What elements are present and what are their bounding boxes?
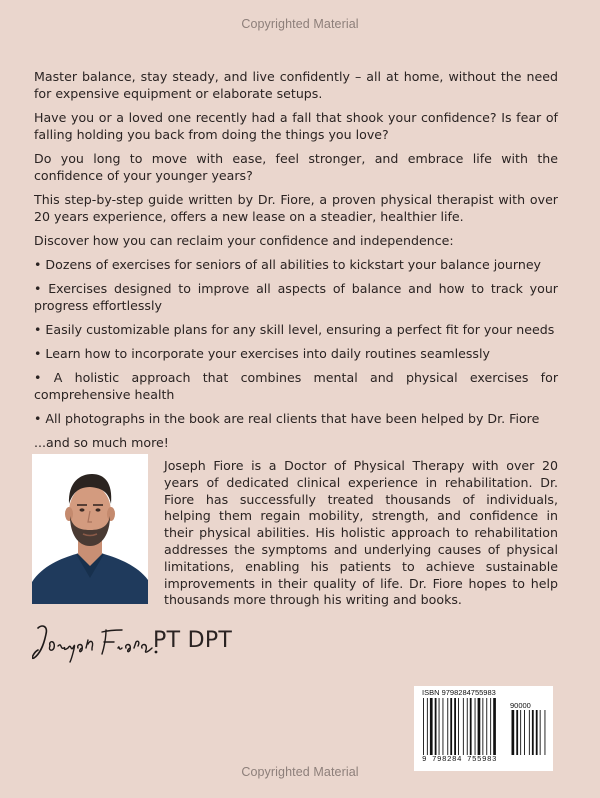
bullet-item: • Learn how to incorporate your exercises into daily routines seamlessly (34, 346, 490, 361)
isbn-label: ISBN 9798284755983 (422, 688, 496, 697)
bullet-item: • A holistic approach that combines mental and physical exercises for comprehensive health (34, 370, 558, 402)
isbn-barcode (414, 686, 553, 771)
intro-paragraph: Discover how you can reclaim your confidence and independence: (34, 233, 454, 248)
intro-paragraph: Master balance, stay steady, and live confidently – all at home, without the need for expensive equipment or elaborate setups. (34, 69, 558, 101)
intro-paragraph: Do you long to move with ease, feel stronger, and embrace life with the confidence of your younger years? (34, 151, 558, 183)
intro-paragraph: This step-by-step guide written by Dr. Fiore, a proven physical therapist with over 20 years experience, offers a new lease on a steadier, healthier life. (34, 192, 558, 224)
bullet-item: • All photographs in the book are real clients that have been helped by Dr. Fiore (34, 411, 540, 426)
author-credentials: PT DPT (153, 628, 233, 653)
barcode-digits: 9 798284 755983 (422, 756, 498, 764)
bullet-item: • Dozens of exercises for seniors of all abilities to kickstart your balance journey (34, 257, 542, 272)
closing-line: ...and so much more! (34, 435, 169, 450)
intro-paragraph: Have you or a loved one recently had a fall that shook your confidence? Is fear of falling holding you back from doing the things you love? (34, 110, 558, 142)
author-bio-text: Joseph Fiore is a Doctor of Physical Therapy with over 20 years of dedicated clinical experience in rehabilitation. Dr. Fiore has successfully treated thousands of individuals, helping them regain mobility, strength, and confidence in their physical abilities. His holistic approach to rehabilitation addresses the symptoms and underlying causes of physical limitations, enabling his patients to achieve sustainable improvements in their quality of life. Dr. Fiore hopes to help thousands more through his writing and books. (164, 458, 558, 608)
bullet-item: • Exercises designed to improve all aspects of balance and how to track your progress effortlessly (34, 281, 558, 313)
bullet-item: • Easily customizable plans for any skill level, ensuring a perfect fit for your needs (34, 322, 555, 337)
author-portrait-icon (32, 454, 148, 604)
watermark-bottom: Copyrighted Material (241, 765, 359, 779)
author-photo (32, 454, 148, 604)
signature-icon (32, 618, 162, 666)
price-code: 90000 (510, 701, 531, 710)
watermark-top: Copyrighted Material (241, 17, 359, 31)
back-cover-text (34, 68, 558, 458)
